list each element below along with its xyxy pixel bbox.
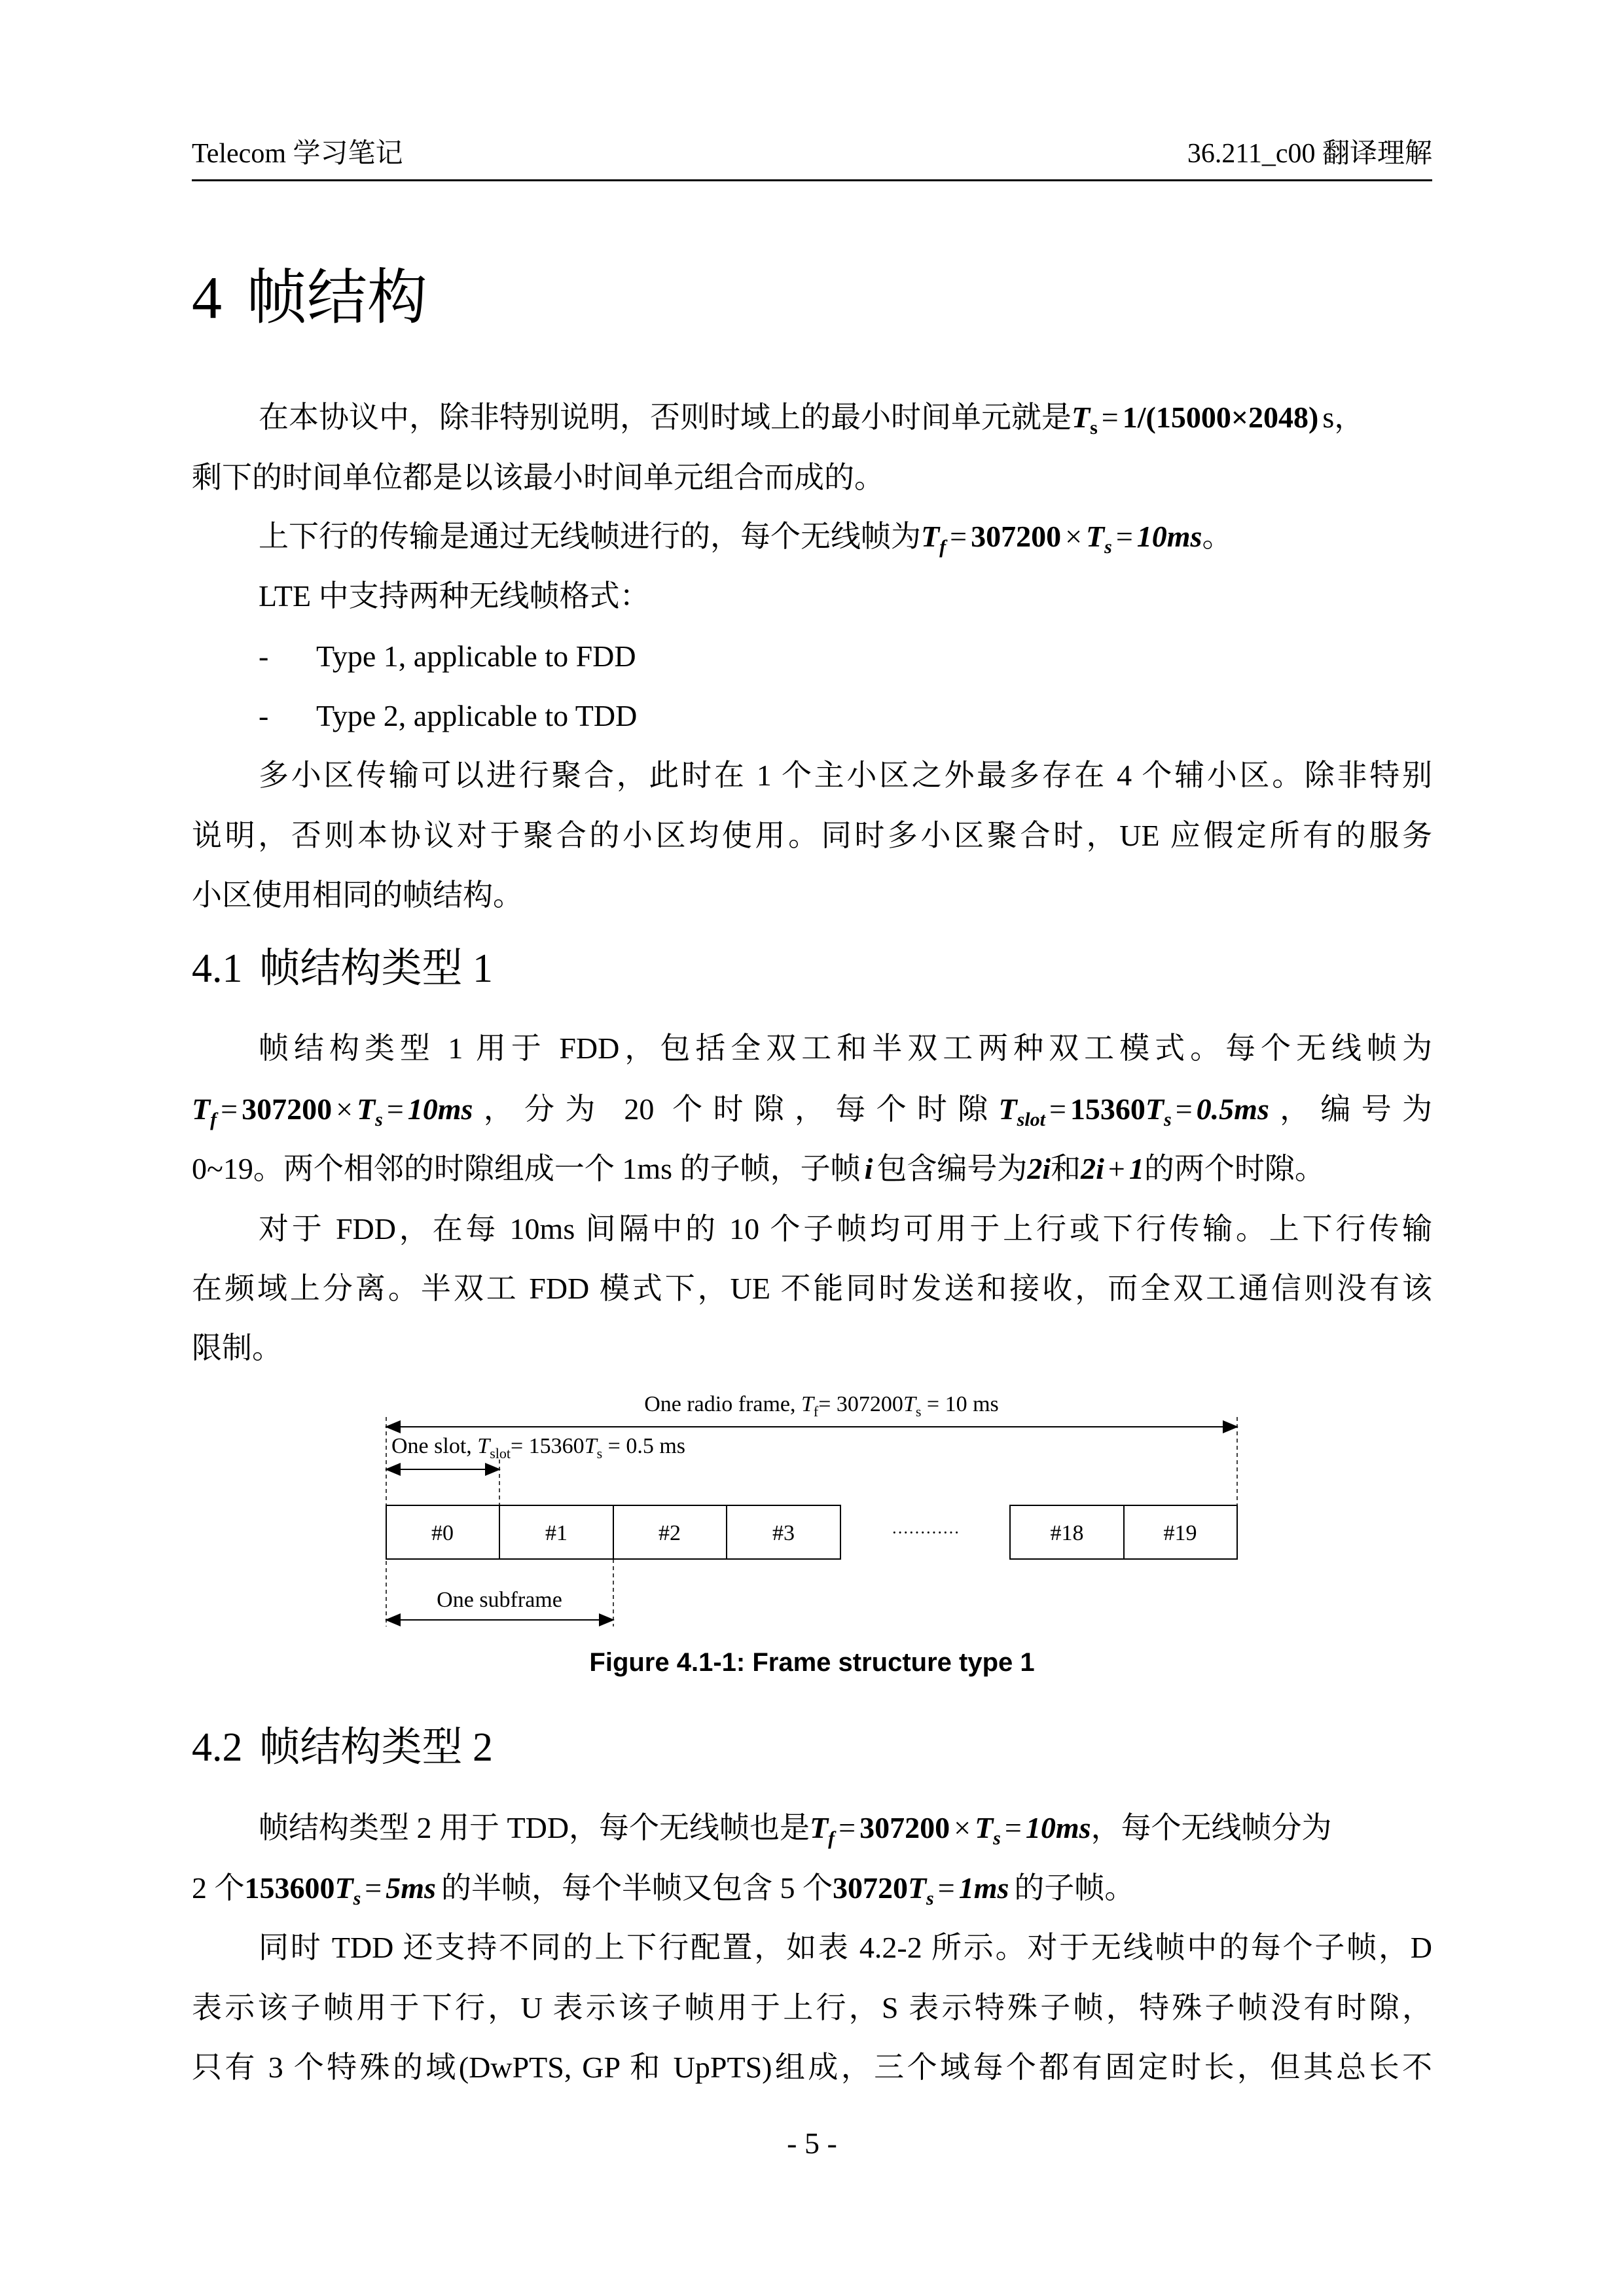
intro-p4-line1: 多小区传输可以进行聚合，此时在 1 个主小区之外最多存在 4 个辅小区。除非特别 bbox=[259, 759, 1432, 792]
bullet-mark-1: - bbox=[259, 639, 269, 673]
sec41-p1-l3c: 和 bbox=[1051, 1152, 1081, 1185]
sec42-p1-line2: 2 个$153600T_s = 5ms$ 的半帧，每个半帧又包含 5 个$30720T_s = 1ms$ 的子帧。 bbox=[192, 1871, 1135, 1909]
slot-label-2: #2 bbox=[659, 1521, 681, 1545]
section-4-1-title: 帧结构类型 1 bbox=[259, 946, 494, 991]
sec41-p1-line3 bbox=[192, 1146, 1432, 1192]
sec41-p2-line3: 限制。 bbox=[192, 1331, 282, 1365]
intro-p2: 上下行的传输是通过无线帧进行的，每个无线帧为$T_f = 307200 \times T_s = 10ms$。 bbox=[259, 520, 1233, 558]
sec42-p1-line1: 帧结构类型 2 用于 TDD，每个无线帧也是$T_f = 307200 \times T_s = 10ms$，每个无线帧分为 bbox=[259, 1811, 1332, 1849]
half-frame-value: 153600 bbox=[244, 1871, 335, 1905]
intro-p1-text: 在本协议中，除非特别说明，否则时域上的最小时间单元就是 bbox=[259, 401, 1072, 434]
radio-frame-label: One radio frame, $T_f= 307200T_s = 10$ ms bbox=[644, 1392, 999, 1420]
bullet-type2: Type 2, applicable to TDD bbox=[316, 699, 638, 732]
slot-ellipsis: ············ bbox=[892, 1523, 960, 1542]
bullet-mark-2: - bbox=[259, 699, 269, 732]
sec41-p2-line2: 在频域上分离。半双工 FDD 模式下，UE 不能同时发送和接收，而全双工通信则没有该 bbox=[192, 1272, 1432, 1305]
intro-p3: LTE 中支持两种无线帧格式： bbox=[259, 579, 650, 613]
ts-unit: s bbox=[1322, 401, 1335, 434]
sec41-p1-l3a: 0~19。两个相邻的时隙组成一个 1ms 的子帧，子帧 bbox=[192, 1152, 861, 1185]
var-i: i bbox=[864, 1152, 873, 1185]
tf-ms: 10ms bbox=[1136, 520, 1202, 553]
header-rule bbox=[192, 179, 1432, 181]
sec41-p1-line2: $T_f = 307200 \times T_s = 10ms$，分为 20 个时隙，每个时隙$T_{slot} = 15360T_s = 0.5ms$，编号为 bbox=[192, 1092, 1432, 1130]
sec41-p1-l3b: 包含编号为 bbox=[876, 1152, 1028, 1185]
section-4-2-number: 4.2 bbox=[192, 1725, 243, 1770]
slot-label-1: #1 bbox=[545, 1521, 568, 1545]
tslot-value: 15360 bbox=[1070, 1092, 1146, 1126]
intro-p1-line1: 在本协议中，除非特别说明，否则时域上的最小时间单元就是$T_s = 1/(15000\times 2048)$ s， bbox=[259, 401, 1365, 439]
slot-label: One slot, $T_{slot}= 15360T_s = 0.5$ ms bbox=[391, 1434, 686, 1462]
section-4-2-title: 帧结构类型 2 bbox=[259, 1725, 494, 1770]
chapter-title: 帧结构 bbox=[247, 264, 428, 331]
subframe-label: One subframe bbox=[437, 1588, 562, 1612]
sec42-p1-l2c: 的子帧。 bbox=[1014, 1871, 1135, 1905]
sec41-p1-end: ，编号为 bbox=[1269, 1092, 1432, 1126]
sec42-p1-l1a: 帧结构类型 2 用于 TDD，每个无线帧也是 bbox=[259, 1811, 810, 1844]
tslot-ms: 0.5ms bbox=[1196, 1092, 1269, 1126]
frame-structure-figure bbox=[367, 1381, 1257, 1636]
sec42-p2-line1: 同时 TDD 还支持不同的上下行配置，如表 4.2-2 所示。对于无线帧中的每个子帧，D bbox=[259, 1931, 1432, 1964]
sec41-tf-value: 307200 bbox=[242, 1092, 333, 1126]
sec42-tf-value: 307200 bbox=[859, 1811, 950, 1844]
chapter-heading bbox=[192, 259, 427, 337]
sec42-p1-l1b: ，每个无线帧分为 bbox=[1091, 1811, 1332, 1844]
page-number: - 5 - bbox=[787, 2126, 837, 2160]
ts-symbol: $T_s$ bbox=[1072, 401, 1098, 439]
tf-value: 307200 bbox=[971, 520, 1062, 553]
section-4-2-heading bbox=[192, 1718, 493, 1777]
header-right: 36.211_c00 翻译理解 bbox=[1187, 139, 1432, 169]
slot-label-3: #3 bbox=[772, 1521, 795, 1545]
sec42-p1-l2a: 2 个 bbox=[192, 1871, 245, 1905]
sec41-p1-line1: 帧结构类型 1 用于 FDD，包括全双工和半双工两种双工模式。每个无线帧为 bbox=[259, 1031, 1432, 1065]
section-4-1-number: 4.1 bbox=[192, 946, 243, 991]
sec41-tf-ms: 10ms bbox=[407, 1092, 473, 1126]
header-left: Telecom 学习笔记 bbox=[192, 139, 403, 169]
sec41-p1-mid: ，分为 20 个时隙，每个时隙 bbox=[473, 1092, 999, 1126]
subframe-value: 30720 bbox=[832, 1871, 908, 1905]
section-4-1-heading bbox=[192, 939, 493, 998]
intro-p4-line3: 小区使用相同的帧结构。 bbox=[192, 878, 523, 912]
ts-definition: 1/(15000×2048) bbox=[1122, 401, 1319, 434]
chapter-number: 4 bbox=[192, 264, 222, 331]
half-frame-ms: 5ms bbox=[386, 1871, 436, 1905]
slot-label-19: #19 bbox=[1163, 1521, 1197, 1545]
intro-p1-line2: 剩下的时间单位都是以该最小时间单元组合而成的。 bbox=[192, 461, 884, 494]
bullet-type1: Type 1, applicable to FDD bbox=[316, 639, 636, 673]
sec42-p2-line2: 表示该子帧用于下行，U 表示该子帧用于上行，S 表示特殊子帧，特殊子帧没有时隙， bbox=[192, 1991, 1432, 2024]
var-2i: 2i bbox=[1027, 1152, 1051, 1185]
subframe-ms: 1ms bbox=[958, 1871, 1009, 1905]
sec42-p1-l2b: 的半帧，每个半帧又包含 5 个 bbox=[441, 1871, 833, 1905]
slot-label-0: #0 bbox=[431, 1521, 454, 1545]
sec42-p2-line3: 只有 3 个特殊的域(DwPTS, GP 和 UpPTS)组成，三个域每个都有固定时长，但其总长不 bbox=[192, 2051, 1432, 2084]
sec41-p2-line1: 对于 FDD，在每 10ms 间隔中的 10 个子帧均可用于上行或下行传输。上下行传输 bbox=[259, 1212, 1432, 1246]
sec41-p1-l3d: 的两个时隙。 bbox=[1144, 1152, 1325, 1185]
sec42-tf-ms: 10ms bbox=[1025, 1811, 1091, 1844]
var-2i-plus-1: 2i + 1 bbox=[1081, 1152, 1144, 1185]
figure-caption: Figure 4.1-1: Frame structure type 1 bbox=[589, 1648, 1035, 1677]
slot-label-18: #18 bbox=[1050, 1521, 1084, 1545]
intro-p2-text: 上下行的传输是通过无线帧进行的，每个无线帧为 bbox=[259, 520, 921, 553]
intro-p4-line2: 说明，否则本协议对于聚合的小区均使用。同时多小区聚合时，UE 应假定所有的服务 bbox=[192, 819, 1432, 852]
